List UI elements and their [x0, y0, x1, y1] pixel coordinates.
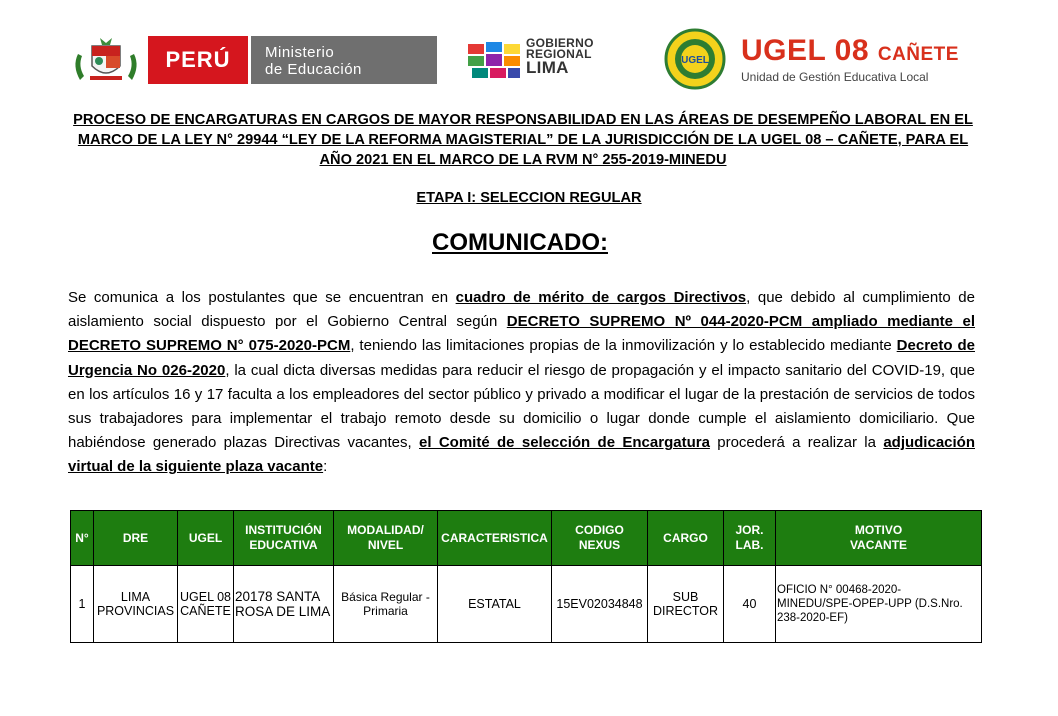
body-emphasis: adjudicación virtual de la siguiente plaza vacante [68, 434, 975, 476]
gobierno-regional-lima-icon [468, 40, 520, 80]
stage-title: ETAPA I: SELECCION REGULAR [416, 190, 642, 206]
gobierno-regional-lima-logo [526, 38, 594, 76]
header-line: NEXUS [578, 538, 621, 552]
gob-line3: LIMA [526, 58, 569, 77]
peru-label: PERÚ [165, 47, 231, 72]
announcement-body [68, 286, 975, 480]
cell-line: 20178 SANTA [235, 589, 321, 604]
header-line: EDUCATIVA [249, 538, 318, 552]
cell-line: LIMA [120, 590, 151, 604]
minedu-line2: de Educación [265, 61, 362, 78]
col-header-jornada [724, 511, 776, 566]
gob-line1: GOBIERNO [526, 36, 594, 50]
header-line: MOTIVO [854, 523, 903, 537]
cell-motivo [776, 566, 982, 643]
body-emphasis: DECRETO SUPREMO Nº 044-2020-PCM ampliado mediante el DECRETO SUPREMO N° 075-2020-PCM [68, 313, 975, 355]
col-header-institucion [234, 511, 334, 566]
header-logos [0, 28, 1058, 90]
body-emphasis: Decreto de Urgencia No 026-2020 [68, 337, 975, 379]
header-line: VACANTE [849, 538, 908, 552]
cell-line: 238-2020-EF) [777, 612, 848, 624]
header-line: MODALIDAD/ [347, 523, 424, 537]
cell-line: ROSA DE LIMA [235, 604, 331, 619]
ugel-title-suffix: CAÑETE [877, 44, 959, 65]
header-line: INSTITUCIÓN [245, 523, 322, 537]
header-line: JOR. [735, 523, 764, 537]
col-header-caracteristica: CARACTERISTICA [438, 511, 552, 566]
cell-modalidad [334, 566, 438, 643]
ugel-title-text: UGEL 08 [741, 34, 869, 67]
cell-institucion [234, 566, 334, 643]
col-header-cargo: CARGO [648, 511, 724, 566]
cell-line: MINEDU/SPE-OPEP-UPP (D.S.Nro. [777, 598, 963, 610]
cell-caracteristica: ESTATAL [438, 566, 552, 643]
cell-line: UGEL 08 [180, 590, 231, 604]
peru-logo [148, 36, 248, 84]
body-text: , que debido al cumplimiento de aislamiento social dispuesto por el Gobierno Central según [68, 289, 975, 331]
header-line: CODIGO [575, 523, 624, 537]
body-text: , la cual dicta diversas medidas para reducir el riesgo de propagación y el impacto sanitario del COVID-19, que en los artículos 16 y 17 faculta a los empleadores del sector público y privado a modificar el lugar de la prestación de servicios de todos sus trabajadores para implementar el trabajo remoto desde su domicilio o lugar donde cumple el aislamiento domiciliario. Que habiéndose generado plazas Directivas vacantes, [68, 361, 975, 452]
col-header-ugel: UGEL [178, 511, 234, 566]
cell-line: DIRECTOR [652, 604, 719, 618]
cell-n: 1 [71, 566, 94, 643]
col-header-codigo [552, 511, 648, 566]
col-header-modalidad [334, 511, 438, 566]
cell-dre [94, 566, 178, 643]
body-text: : [323, 458, 328, 476]
header-line: LAB. [735, 538, 764, 552]
cell-line: Básica Regular - [341, 590, 430, 604]
col-header-n: N° [71, 511, 94, 566]
cell-line: SUB [672, 590, 699, 604]
body-text: procederá a realizar la [709, 434, 884, 452]
emblem-text: UGEL [681, 55, 709, 66]
body-emphasis: el Comité de selección de Encargatura [419, 434, 710, 452]
header-line: NIVEL [367, 538, 404, 552]
minedu-line1: Ministerio [265, 44, 335, 61]
ugel-emblem-icon [655, 28, 735, 90]
vacancy-table [70, 510, 982, 643]
cell-jornada: 40 [724, 566, 776, 643]
cell-codigo: 15EV02034848 [552, 566, 648, 643]
cell-line: CAÑETE [180, 604, 231, 618]
cell-cargo [648, 566, 724, 643]
announcement-heading: COMUNICADO: [432, 229, 608, 256]
body-emphasis: cuadro de mérito de cargos Directivos [455, 289, 747, 306]
ugel-subtitle: Unidad de Gestión Educativa Local [741, 70, 929, 84]
col-header-motivo [776, 511, 982, 566]
body-text: Se comunica a los postulantes que se encuentran en [68, 289, 456, 306]
ministerio-educacion-logo [251, 36, 437, 84]
cell-line: Primaria [363, 604, 408, 618]
document-title: PROCESO DE ENCARGATURAS EN CARGOS DE MAYOR RESPONSABILIDAD EN LAS ÁREAS DE DESEMPEÑO LABORAL EN EL MARCO DE LA LEY N° 29944 “LEY DE LA REFORMA MAGISTERIAL” DE LA JURISDICCIÓN DE LA UGEL 08 – CAÑETE, PARA EL AÑO 2021 EN EL MARCO DE LA RVM N° 255-2019-MINEDU [73, 112, 973, 168]
cell-ugel [178, 566, 234, 643]
ugel-logo-title [741, 34, 959, 68]
col-header-dre: DRE [94, 511, 178, 566]
body-text: , teniendo las limitaciones propias de la inmovilización y lo establecido mediante [350, 337, 897, 355]
cell-line: OFICIO N° 00468-2020- [777, 584, 902, 596]
table-header-row [71, 511, 982, 566]
table-row [71, 566, 982, 643]
cell-line: PROVINCIAS [96, 604, 175, 618]
gob-line2: REGIONAL [526, 47, 592, 61]
peru-coat-of-arms-icon [70, 36, 142, 84]
